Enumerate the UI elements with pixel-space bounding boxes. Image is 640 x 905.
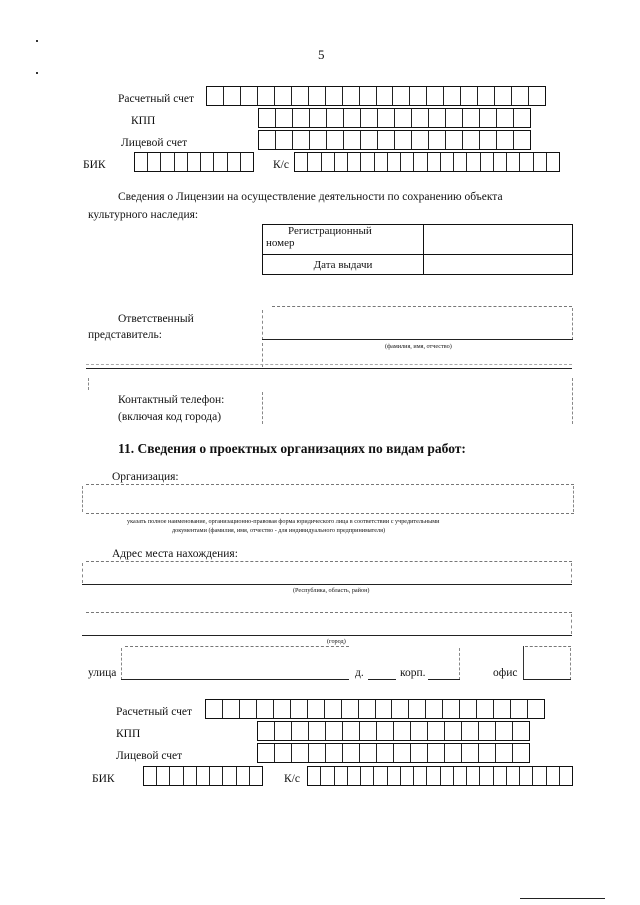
digit-cell[interactable] bbox=[512, 87, 529, 105]
digit-cell[interactable] bbox=[375, 153, 388, 171]
bik-label: БИК bbox=[83, 159, 106, 171]
field-underline bbox=[368, 679, 396, 680]
digit-cell[interactable] bbox=[335, 153, 348, 171]
digit-cell[interactable] bbox=[388, 153, 401, 171]
digit-cell[interactable] bbox=[427, 767, 440, 785]
digit-cell[interactable] bbox=[376, 700, 393, 718]
field-underline bbox=[262, 339, 573, 340]
digit-cell[interactable] bbox=[201, 153, 214, 171]
digit-cell[interactable] bbox=[395, 131, 412, 149]
digit-cell[interactable] bbox=[148, 153, 161, 171]
digit-cell[interactable] bbox=[308, 767, 321, 785]
organization-hint-line2: документами (фамилия, имя, отчество - для индивидуального предпринимателя) bbox=[172, 527, 386, 534]
address-label: Адрес места нахождения: bbox=[112, 548, 238, 560]
digit-cell[interactable] bbox=[274, 700, 291, 718]
kpp-label: КПП bbox=[131, 115, 156, 127]
digit-cell[interactable] bbox=[321, 767, 334, 785]
digit-cell[interactable] bbox=[308, 700, 325, 718]
digit-cell[interactable] bbox=[463, 109, 480, 127]
personal-account-boxes[interactable] bbox=[258, 130, 531, 150]
digit-cell[interactable] bbox=[427, 87, 444, 105]
field-border bbox=[86, 612, 572, 613]
digit-cell[interactable] bbox=[295, 153, 308, 171]
field-border bbox=[262, 310, 263, 340]
region-hint: (Республика, область, район) bbox=[293, 587, 370, 594]
digit-cell[interactable] bbox=[481, 153, 494, 171]
digit-cell[interactable] bbox=[322, 153, 335, 171]
street-label: улица bbox=[88, 667, 117, 679]
footer-line bbox=[520, 898, 605, 899]
ks-boxes[interactable] bbox=[307, 766, 573, 786]
digit-cell[interactable] bbox=[513, 722, 529, 740]
digit-cell[interactable] bbox=[250, 767, 262, 785]
digit-cell[interactable] bbox=[344, 109, 361, 127]
field-border bbox=[573, 486, 574, 512]
digit-cell[interactable] bbox=[494, 700, 511, 718]
section-divider bbox=[86, 364, 572, 365]
digit-cell[interactable] bbox=[348, 153, 361, 171]
field-underline bbox=[523, 679, 571, 680]
city-field[interactable] bbox=[82, 612, 572, 636]
field-border bbox=[459, 648, 460, 680]
digit-cell[interactable] bbox=[414, 153, 427, 171]
digit-cell[interactable] bbox=[359, 700, 376, 718]
field-underline bbox=[82, 635, 572, 636]
personal-account-label: Лицевой счет bbox=[116, 750, 183, 762]
section-divider bbox=[86, 368, 572, 369]
ks-label: К/с bbox=[273, 159, 289, 171]
digit-cell[interactable] bbox=[241, 153, 253, 171]
digit-cell[interactable] bbox=[511, 700, 528, 718]
digit-cell[interactable] bbox=[514, 109, 530, 127]
digit-cell[interactable] bbox=[309, 744, 326, 762]
license-intro-line2: культурного наследия: bbox=[88, 209, 199, 221]
digit-cell[interactable] bbox=[497, 109, 514, 127]
license-table bbox=[262, 224, 573, 275]
organization-label: Организация: bbox=[112, 471, 179, 483]
city-hint: (город) bbox=[327, 638, 346, 645]
kpp-boxes[interactable] bbox=[258, 108, 531, 128]
digit-cell[interactable] bbox=[292, 87, 309, 105]
phone-label-line2: (включая код города) bbox=[118, 411, 222, 423]
bik-boxes[interactable] bbox=[134, 152, 254, 172]
digit-cell[interactable] bbox=[293, 109, 310, 127]
digit-cell[interactable] bbox=[344, 131, 361, 149]
digit-cell[interactable] bbox=[462, 722, 479, 740]
page-number: 5 bbox=[318, 47, 325, 62]
kpp-boxes[interactable] bbox=[257, 721, 530, 741]
digit-cell[interactable] bbox=[507, 767, 520, 785]
digit-cell[interactable] bbox=[207, 87, 224, 105]
digit-cell[interactable] bbox=[144, 767, 157, 785]
digit-cell[interactable] bbox=[361, 767, 374, 785]
digit-cell[interactable] bbox=[293, 131, 310, 149]
field-border bbox=[86, 513, 574, 514]
digit-cell[interactable] bbox=[343, 722, 360, 740]
digit-cell[interactable] bbox=[478, 87, 495, 105]
kpp-label: КПП bbox=[116, 728, 141, 740]
field-border bbox=[571, 563, 572, 583]
building-field[interactable] bbox=[428, 646, 460, 680]
digit-cell[interactable] bbox=[161, 153, 174, 171]
digit-cell[interactable] bbox=[412, 109, 429, 127]
digit-cell[interactable] bbox=[378, 109, 395, 127]
digit-cell[interactable] bbox=[534, 153, 547, 171]
digit-cell[interactable] bbox=[361, 109, 378, 127]
digit-cell[interactable] bbox=[157, 767, 170, 785]
office-field[interactable] bbox=[523, 646, 571, 680]
digit-cell[interactable] bbox=[276, 109, 293, 127]
digit-cell[interactable] bbox=[275, 744, 292, 762]
digit-cell[interactable] bbox=[514, 131, 530, 149]
phone-label-line1: Контактный телефон: bbox=[118, 394, 225, 406]
digit-cell[interactable] bbox=[494, 767, 507, 785]
digit-cell[interactable] bbox=[467, 767, 480, 785]
field-border bbox=[570, 648, 571, 680]
field-border bbox=[125, 646, 349, 647]
digit-cell[interactable] bbox=[394, 722, 411, 740]
field-border bbox=[88, 378, 89, 390]
reg-number-value[interactable] bbox=[424, 225, 573, 255]
digit-cell[interactable] bbox=[377, 87, 394, 105]
digit-cell[interactable] bbox=[412, 131, 429, 149]
digit-cell[interactable] bbox=[223, 767, 236, 785]
representative-label-line1: Ответственный bbox=[118, 313, 194, 325]
digit-cell[interactable] bbox=[374, 767, 387, 785]
digit-cell[interactable] bbox=[335, 767, 348, 785]
digit-cell[interactable] bbox=[480, 767, 493, 785]
organization-field[interactable] bbox=[82, 484, 574, 514]
digit-cell[interactable] bbox=[494, 153, 507, 171]
digit-cell[interactable] bbox=[135, 153, 148, 171]
digit-cell[interactable] bbox=[547, 153, 559, 171]
field-border bbox=[572, 308, 573, 340]
digit-cell[interactable] bbox=[361, 131, 378, 149]
digit-cell[interactable] bbox=[326, 87, 343, 105]
digit-cell[interactable] bbox=[175, 153, 188, 171]
digit-cell[interactable] bbox=[414, 767, 427, 785]
digit-cell[interactable] bbox=[292, 722, 309, 740]
digit-cell[interactable] bbox=[441, 767, 454, 785]
account-number-boxes[interactable] bbox=[206, 86, 546, 106]
region-field[interactable] bbox=[82, 561, 572, 585]
digit-cell[interactable] bbox=[291, 700, 308, 718]
license-intro-line1: Сведения о Лицензии на осуществление деятельности по сохранению объекта bbox=[118, 191, 503, 203]
digit-cell[interactable] bbox=[210, 767, 223, 785]
digit-cell[interactable] bbox=[184, 767, 197, 785]
digit-cell[interactable] bbox=[480, 131, 497, 149]
digit-cell[interactable] bbox=[170, 767, 183, 785]
digit-cell[interactable] bbox=[395, 109, 412, 127]
digit-cell[interactable] bbox=[401, 153, 414, 171]
digit-cell[interactable] bbox=[547, 767, 560, 785]
personal-account-boxes[interactable] bbox=[257, 743, 530, 763]
digit-cell[interactable] bbox=[327, 131, 344, 149]
digit-cell[interactable] bbox=[275, 87, 292, 105]
ks-boxes[interactable] bbox=[294, 152, 560, 172]
organization-hint-line1: указать полное наименование, организационно-правовая форма юридического лица в соответствии с учредительными bbox=[127, 518, 440, 525]
field-border bbox=[272, 306, 572, 307]
digit-cell[interactable] bbox=[479, 744, 496, 762]
digit-cell[interactable] bbox=[361, 153, 374, 171]
section-11-heading: 11. Сведения о проектных организациях по видам работ: bbox=[118, 441, 466, 456]
bik-boxes[interactable] bbox=[143, 766, 263, 786]
digit-cell[interactable] bbox=[528, 700, 544, 718]
digit-cell[interactable] bbox=[259, 109, 276, 127]
digit-cell[interactable] bbox=[467, 153, 480, 171]
digit-cell[interactable] bbox=[378, 131, 395, 149]
field-border bbox=[86, 561, 572, 562]
digit-cell[interactable] bbox=[377, 744, 394, 762]
digit-cell[interactable] bbox=[214, 153, 227, 171]
digit-cell[interactable] bbox=[445, 744, 462, 762]
digit-cell[interactable] bbox=[310, 131, 327, 149]
digit-cell[interactable] bbox=[460, 700, 477, 718]
issue-date-label: Дата выдачи bbox=[263, 255, 424, 275]
digit-cell[interactable] bbox=[445, 722, 462, 740]
personal-account-label: Лицевой счет bbox=[121, 137, 188, 149]
digit-cell[interactable] bbox=[257, 700, 274, 718]
digit-cell[interactable] bbox=[258, 722, 275, 740]
house-label: д. bbox=[355, 667, 364, 679]
digit-cell[interactable] bbox=[477, 700, 494, 718]
digit-cell[interactable] bbox=[308, 153, 321, 171]
digit-cell[interactable] bbox=[520, 153, 533, 171]
field-border bbox=[525, 646, 571, 647]
digit-cell[interactable] bbox=[496, 744, 513, 762]
street-field[interactable] bbox=[121, 646, 349, 680]
digit-cell[interactable] bbox=[392, 700, 409, 718]
digit-cell[interactable] bbox=[529, 87, 545, 105]
digit-cell[interactable] bbox=[520, 767, 533, 785]
representative-hint: (фамилия, имя, отчество) bbox=[385, 343, 452, 350]
digit-cell[interactable] bbox=[410, 87, 427, 105]
account-number-boxes[interactable] bbox=[205, 699, 545, 719]
digit-cell[interactable] bbox=[237, 767, 250, 785]
digit-cell[interactable] bbox=[428, 744, 445, 762]
digit-cell[interactable] bbox=[394, 744, 411, 762]
digit-cell[interactable] bbox=[325, 700, 342, 718]
reg-number-label-line2: номер bbox=[266, 237, 295, 249]
digit-cell[interactable] bbox=[507, 153, 520, 171]
representative-label-line2: представитель: bbox=[88, 329, 162, 341]
digit-cell[interactable] bbox=[495, 87, 512, 105]
digit-cell[interactable] bbox=[276, 131, 293, 149]
field-border bbox=[571, 614, 572, 634]
issue-date-value[interactable] bbox=[424, 255, 573, 275]
digit-cell[interactable] bbox=[360, 87, 377, 105]
digit-cell[interactable] bbox=[409, 700, 426, 718]
digit-cell[interactable] bbox=[275, 722, 292, 740]
digit-cell[interactable] bbox=[206, 700, 223, 718]
digit-cell[interactable] bbox=[401, 767, 414, 785]
digit-cell[interactable] bbox=[454, 153, 467, 171]
digit-cell[interactable] bbox=[343, 744, 360, 762]
digit-cell[interactable] bbox=[463, 131, 480, 149]
digit-cell[interactable] bbox=[411, 722, 428, 740]
digit-cell[interactable] bbox=[426, 700, 443, 718]
field-underline bbox=[428, 679, 460, 680]
digit-cell[interactable] bbox=[388, 767, 401, 785]
digit-cell[interactable] bbox=[393, 87, 410, 105]
digit-cell[interactable] bbox=[479, 722, 496, 740]
digit-cell[interactable] bbox=[496, 722, 513, 740]
digit-cell[interactable] bbox=[411, 744, 428, 762]
digit-cell[interactable] bbox=[428, 722, 445, 740]
field-border bbox=[82, 486, 83, 512]
digit-cell[interactable] bbox=[360, 722, 377, 740]
building-label: корп. bbox=[400, 667, 426, 679]
digit-cell[interactable] bbox=[326, 722, 343, 740]
digit-cell[interactable] bbox=[454, 767, 467, 785]
digit-cell[interactable] bbox=[327, 109, 344, 127]
digit-cell[interactable] bbox=[292, 744, 309, 762]
digit-cell[interactable] bbox=[188, 153, 201, 171]
digit-cell[interactable] bbox=[446, 131, 463, 149]
digit-cell[interactable] bbox=[241, 87, 258, 105]
digit-cell[interactable] bbox=[224, 87, 241, 105]
digit-cell[interactable] bbox=[326, 744, 343, 762]
field-underline bbox=[82, 584, 572, 585]
account-label: Расчетный счет bbox=[118, 93, 194, 105]
field-underline bbox=[121, 679, 349, 680]
field-border bbox=[82, 563, 83, 583]
representative-name-field[interactable] bbox=[262, 306, 573, 340]
digit-cell[interactable] bbox=[461, 87, 478, 105]
digit-cell[interactable] bbox=[309, 87, 326, 105]
digit-cell[interactable] bbox=[197, 767, 210, 785]
account-label: Расчетный счет bbox=[116, 706, 192, 718]
digit-cell[interactable] bbox=[441, 153, 454, 171]
scan-speck bbox=[36, 40, 38, 42]
digit-cell[interactable] bbox=[343, 87, 360, 105]
ks-label: К/с bbox=[284, 773, 300, 785]
bik-label: БИК bbox=[92, 773, 115, 785]
digit-cell[interactable] bbox=[258, 744, 275, 762]
digit-cell[interactable] bbox=[428, 153, 441, 171]
house-field[interactable] bbox=[368, 646, 396, 680]
digit-cell[interactable] bbox=[309, 722, 326, 740]
digit-cell[interactable] bbox=[348, 767, 361, 785]
digit-cell[interactable] bbox=[444, 87, 461, 105]
digit-cell[interactable] bbox=[310, 109, 327, 127]
digit-cell[interactable] bbox=[377, 722, 394, 740]
digit-cell[interactable] bbox=[462, 744, 479, 762]
digit-cell[interactable] bbox=[240, 700, 257, 718]
digit-cell[interactable] bbox=[429, 131, 446, 149]
digit-cell[interactable] bbox=[497, 131, 514, 149]
phone-field[interactable] bbox=[262, 378, 573, 424]
digit-cell[interactable] bbox=[360, 744, 377, 762]
digit-cell[interactable] bbox=[560, 767, 572, 785]
field-border bbox=[523, 646, 524, 680]
digit-cell[interactable] bbox=[443, 700, 460, 718]
digit-cell[interactable] bbox=[533, 767, 546, 785]
digit-cell[interactable] bbox=[513, 744, 529, 762]
office-label: офис bbox=[493, 667, 518, 679]
digit-cell[interactable] bbox=[342, 700, 359, 718]
digit-cell[interactable] bbox=[446, 109, 463, 127]
digit-cell[interactable] bbox=[258, 87, 275, 105]
reg-number-label-cell bbox=[263, 225, 424, 255]
field-border bbox=[572, 378, 573, 424]
scan-speck bbox=[36, 72, 38, 74]
field-border bbox=[262, 392, 263, 424]
field-border bbox=[121, 648, 122, 680]
digit-cell[interactable] bbox=[223, 700, 240, 718]
reg-number-label-line1: Регистрационный bbox=[288, 225, 372, 237]
digit-cell[interactable] bbox=[259, 131, 276, 149]
digit-cell[interactable] bbox=[429, 109, 446, 127]
digit-cell[interactable] bbox=[228, 153, 241, 171]
field-border bbox=[86, 484, 574, 485]
digit-cell[interactable] bbox=[480, 109, 497, 127]
